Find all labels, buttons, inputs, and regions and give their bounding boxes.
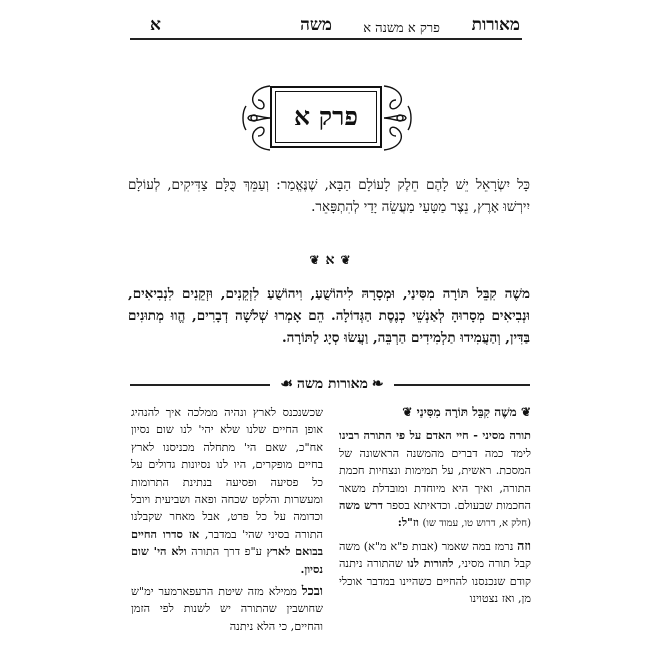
header-letter: א xyxy=(150,15,161,35)
paragraph-text: ממילא מזה שיטת הרעפארמער ימ"ש שחושבין שהתורה יש לשנות לפי הזמן והחיים, כי הלא ניתנה xyxy=(131,585,323,633)
commentary-paragraph xyxy=(339,537,531,608)
commentary-paragraph xyxy=(131,404,323,578)
ornament-icon xyxy=(382,82,412,154)
paragraph-text: ע"פ דרך התורה xyxy=(191,545,263,559)
bold-phrase: להורות לנו xyxy=(407,556,454,571)
commentary-heading xyxy=(270,374,394,394)
paragraph-text: שכשנכנס לארץ ונהיה ממלכה איך להנהיג אופן החיים שלנו שלא יהי' לנו שום נסיון אח"כ, שאם הי' מתחלה מכניסנו לארץ בחיים מופקרים, היו לנו נסיונות גדולים על כל פסיעה ופסיעה בנתינת התרומות ומעשרות והלקט שכחה ופאה ושביעית ויובל וכדומה על כל פרט, אבל מאחר שקבלנו התורה בסיני שהי' במדבר, xyxy=(131,406,323,541)
bold-phrase: ולא הי' שום נסיון. xyxy=(131,544,323,576)
flourish-icon: ❦ xyxy=(520,405,531,419)
commentary-right-column xyxy=(339,404,531,611)
bold-lead: רבינו xyxy=(339,428,360,443)
chapter-heading xyxy=(242,80,412,156)
mishnah-marker xyxy=(295,250,365,270)
source-ref: (חלק א, דרוש טו, עמוד שו) xyxy=(422,518,531,530)
chapter-title-box xyxy=(270,86,382,148)
intro-text: כָּל יִשְׂרָאֵל יֵשׁ לָהֶם חֵלֶק לָעוֹלָם הַבָּא, שֶׁנֶּאֱמַר: וְעַמֵּךְ כֻּלָּם צַדִּיקִים, לְעוֹלָם יִירְשׁוּ אָרֶץ, נֵצֶר מַטָּעַי מַעֲשֵׂה יָדַי לְהִתְפָּאֵר. xyxy=(128,177,530,215)
flourish-icon: ☙ xyxy=(280,376,293,392)
paragraph-text: לימד כמה דברים מהמשנה הראשונה של המסכת. ראשית, על תמימות ונצחיות חכמת התורה, ואיך היא מיוחדת ומובדלת משאר החכמות שבעולם. וכדאיתא בספר xyxy=(339,446,531,513)
flourish-icon: ❦ xyxy=(309,253,320,267)
header-rule xyxy=(130,38,522,40)
flourish-icon: ❧ xyxy=(371,376,384,392)
header-location: פרק א משנה א xyxy=(363,21,440,36)
header-tractate: משה xyxy=(300,15,332,35)
commentary-title: מאורות משה xyxy=(296,375,368,392)
mishnah-text: משֶׁה קִבֵּל תּוֹרָה מִסִּינַי, וּמְסָרָהּ לִיהוֹשֻׁעַ, וִיהוֹשֻׁעַ לִזְקֵנִים, וּזְקֵנִים לִנְבִיאִים, וּנְבִיאִים מְסָרוּהָ לְאַנְשֵׁי כְנֶסֶת הַגְּדוֹלָה. הֵם אָמְרוּ שְׁלשָׁה דְבָרִים, הֱווּ מְתוּנִים בַּדִּין, וְהַעֲמִידוּ תַלְמִידִים הַרְבֵּה, וַעֲשׂוּ סְיָג לַתּוֹרָה. xyxy=(128,286,530,346)
flourish-icon: ❦ xyxy=(340,253,351,267)
flourish-icon: ❦ xyxy=(402,405,413,419)
bold-phrase: אז סדרו החיים בבואם לארץ xyxy=(131,526,323,559)
commentary-paragraph xyxy=(131,582,323,635)
commentary-rule-right xyxy=(394,384,530,386)
quote-intro: וז"ל: xyxy=(397,515,419,530)
paragraph-text: שהתורה ניתנה קודם שנכנסנו להחיים כשהיינו במדבר אוכלי מן, ואז נצטוינו xyxy=(339,557,531,606)
mishnah-letter: א xyxy=(325,251,335,268)
bold-lead: ובכל xyxy=(301,583,323,599)
bold-lead: תורה מסיני - חיי האדם על פי התורה xyxy=(363,428,531,443)
commentary-paragraph xyxy=(339,427,531,532)
header-book-title: מאורות xyxy=(471,15,520,35)
chapter-title: פרק א xyxy=(294,102,359,131)
commentary-left-column xyxy=(131,404,323,639)
commentary-subtitle xyxy=(339,404,531,421)
source-title: דרש משה xyxy=(339,498,383,513)
subtitle-text: משֶׁה קִבֵּל תּוֹרָה מִסִּינַי xyxy=(416,405,517,419)
ornament-icon xyxy=(242,82,272,154)
bold-lead: וזה xyxy=(517,537,531,553)
paragraph-text: נרמז במה שאמר (אבות פ"א מ"א) משה קבל תורה מסיני, xyxy=(339,539,532,571)
commentary-rule-left xyxy=(130,384,270,386)
